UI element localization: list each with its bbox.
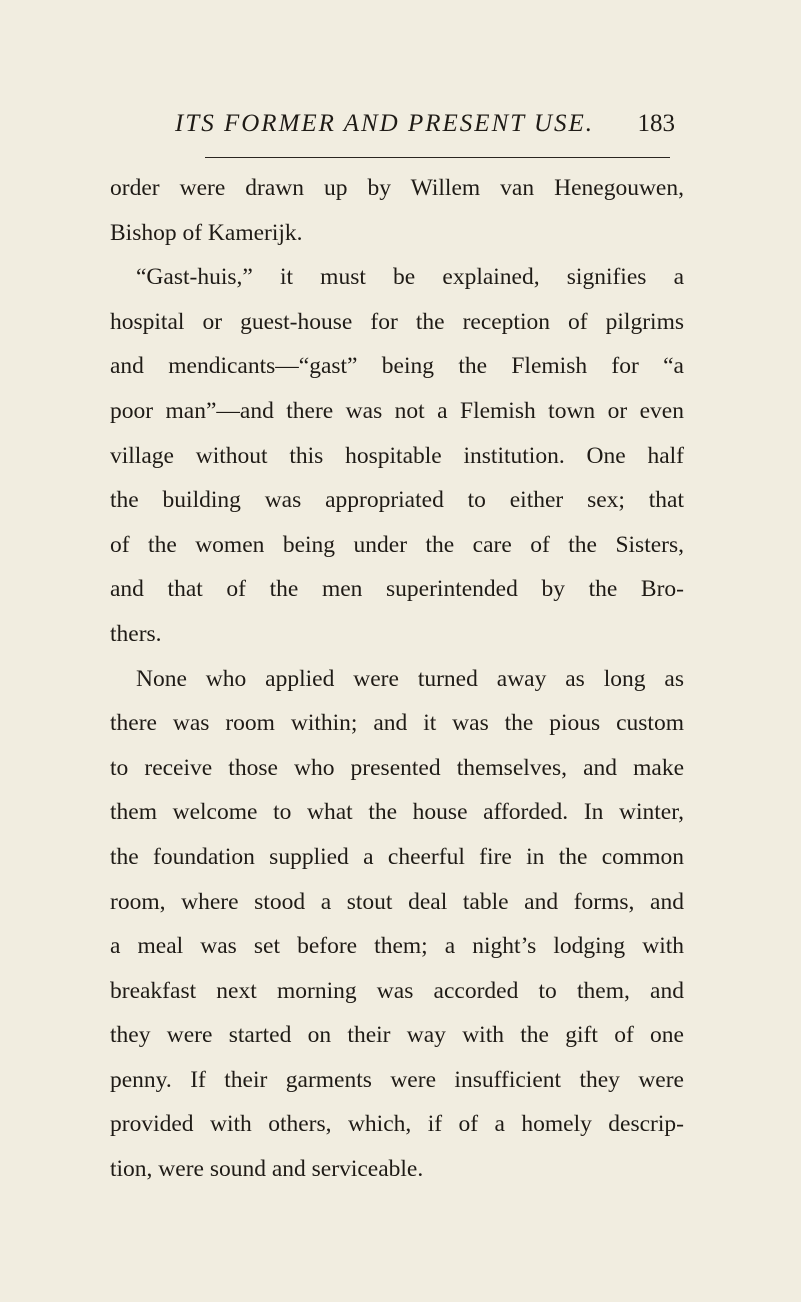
text-line: Bishop of Kamerijk.: [110, 219, 303, 246]
text-line: breakfast next morning was accorded to them, and: [110, 977, 684, 1004]
text-line: and that of the men superintended by the Bro-: [110, 576, 684, 603]
text-line: poor man”—and there was not a Flemish town or even: [110, 397, 684, 424]
text-line: the foundation supplied a cheerful fire in the common: [110, 843, 684, 870]
text-line: provided with others, which, if of a homely descrip-: [110, 1111, 684, 1138]
text-line: thers.: [110, 620, 162, 647]
running-title: ITS FORMER AND PRESENT USE.: [175, 110, 595, 137]
text-line: hospital or guest-house for the reception of pilgrims: [110, 308, 684, 335]
text-line: “Gast-huis,” it must be explained, signifies a: [136, 264, 684, 291]
text-line: a meal was set before them; a night’s lodging with: [110, 933, 684, 960]
text-line: room, where stood a stout deal table and forms, and: [110, 888, 684, 915]
text-line: there was room within; and it was the pious custom: [110, 710, 684, 737]
page-number: 183: [637, 110, 675, 137]
header-rule: [205, 157, 670, 158]
text-line: them welcome to what the house afforded. In winter,: [110, 799, 684, 826]
text-line: penny. If their garments were insufficient they were: [110, 1066, 684, 1093]
text-line: order were drawn up by Willem van Henegouwen,: [110, 175, 684, 201]
text-line: tion, were sound and serviceable.: [110, 1156, 424, 1183]
text-line: of the women being under the care of the Sisters,: [110, 531, 684, 558]
text-line: they were started on their way with the gift of one: [110, 1022, 684, 1049]
text-line: and mendicants—“gast” being the Flemish for “a: [110, 353, 684, 380]
text-line: to receive those who presented themselves, and make: [110, 754, 684, 781]
text-line: village without this hospitable institution. One half: [110, 442, 684, 469]
running-head: [175, 110, 675, 146]
text-line: the building was appropriated to either sex; that: [110, 487, 684, 514]
body-text: [110, 166, 684, 1192]
text-line: None who applied were turned away as long as: [136, 665, 684, 692]
